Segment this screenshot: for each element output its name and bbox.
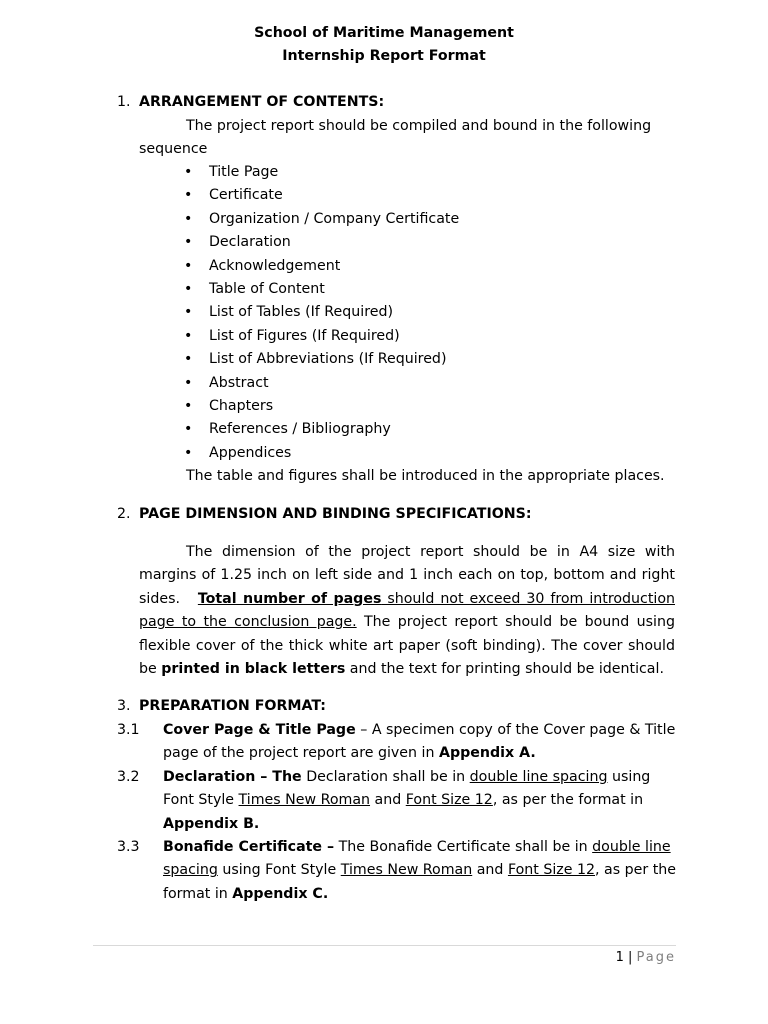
bullet-icon: • (184, 234, 193, 251)
subsection-body: Declaration shall be in (301, 769, 470, 785)
paragraph-text: and the text for printing should be identical. (345, 661, 664, 678)
section-title: PREPARATION FORMAT: (139, 698, 326, 714)
font-style-spec: Times New Roman (340, 862, 473, 879)
font-style-spec: Times New Roman (238, 792, 371, 809)
list-item (184, 442, 459, 465)
section-1-intro (139, 115, 675, 162)
list-item-label: List of Tables (If Required) (209, 304, 393, 321)
font-size-spec: Font Size 12 (405, 792, 493, 809)
document-subtitle: Internship Report Format (282, 48, 486, 64)
subsection-lead: Bonafide Certificate – (163, 839, 335, 855)
list-item (184, 255, 459, 278)
footer-divider (93, 945, 676, 946)
bullet-icon: • (184, 421, 193, 438)
spacing-spec: double line spacing (469, 769, 608, 785)
subsection-text (163, 719, 676, 766)
subsection-body: and (370, 792, 406, 809)
footer-separator: | (627, 950, 633, 965)
list-item-label: Organization / Company Certificate (209, 210, 460, 227)
subsection-body: , as per the format in (492, 792, 644, 809)
subsection-text (163, 836, 676, 906)
subsection-number: 3.2 (117, 769, 140, 785)
bullet-icon: • (184, 164, 193, 180)
paragraph-text: The project report should be bound using flexible cover of the thick white art paper (soft binding). The cover should be (139, 614, 675, 678)
list-item-label: Chapters (209, 397, 274, 414)
list-item (184, 372, 459, 395)
list-item-label: Abstract (209, 374, 269, 391)
section-number: 3. (117, 698, 131, 714)
page-limit-emphasis: Total number of pages (197, 590, 382, 607)
intro-line-2: sequence (139, 141, 208, 158)
subsection-lead: Declaration – The (163, 769, 302, 785)
section-title: PAGE DIMENSION AND BINDING SPECIFICATIONS: (139, 506, 532, 522)
subsection-lead: Cover Page & Title Page (163, 722, 356, 738)
subsection-text (163, 766, 653, 836)
page-number: 1 (615, 950, 624, 965)
list-item (184, 231, 459, 254)
section-2-paragraph (139, 541, 675, 681)
page-limit-text: should not exceed 30 from introduction page to the conclusion page. (139, 590, 675, 631)
bullet-icon: • (184, 397, 193, 414)
list-item (184, 161, 459, 184)
subsection-body: and (472, 862, 508, 879)
list-item-label: Certificate (209, 187, 283, 204)
intro-line-1: The project report should be compiled and bound in the following (186, 118, 652, 134)
list-item-label: Title Page (209, 164, 279, 180)
page-label: Page (636, 950, 676, 965)
paragraph-text: The dimension of the project report should be in A4 size with margins of 1.25 inch on left side and 1 inch each on top, bottom and right sides. (139, 544, 675, 607)
list-item (184, 184, 459, 207)
section-number: 1. (117, 94, 131, 110)
contents-list (184, 161, 459, 465)
bullet-icon: • (184, 374, 193, 391)
list-item-label: References / Bibliography (209, 421, 391, 438)
list-item-label: List of Figures (If Required) (209, 327, 400, 344)
list-item (184, 325, 459, 348)
appendix-reference: Appendix C. (232, 885, 329, 902)
list-item-label: Acknowledgement (209, 257, 341, 274)
subsection-body: , as per the format in (163, 862, 677, 902)
list-item-label: Appendices (209, 444, 292, 461)
list-item (184, 348, 459, 371)
subsection-number: 3.1 (117, 722, 140, 738)
list-item-label: List of Abbreviations (If Required) (209, 351, 447, 368)
section-number: 2. (117, 506, 131, 522)
subsection-body: The Bonafide Certificate shall be in (334, 839, 593, 855)
appendix-reference: Appendix A. (438, 745, 536, 762)
list-item (184, 395, 459, 418)
appendix-reference: Appendix B. (163, 815, 260, 832)
bullet-icon: • (184, 304, 193, 321)
page-footer (616, 946, 676, 969)
list-item (184, 208, 459, 231)
bullet-icon: • (184, 257, 193, 274)
print-emphasis: printed in black letters (161, 661, 346, 678)
bullet-icon: • (184, 210, 193, 227)
document-title: School of Maritime Management (254, 25, 514, 41)
subsection-body: using Font Style (217, 862, 341, 879)
bullet-icon: • (184, 351, 193, 368)
subsection-body: – A specimen copy of the Cover page & Title page of the project report are given in (163, 722, 676, 762)
subsection-body: using Font Style (163, 769, 651, 809)
spacing-spec: double line spacing (163, 839, 671, 879)
list-item-label: Table of Content (209, 280, 325, 297)
section-1-closing: The table and figures shall be introduced in the appropriate places. (186, 468, 665, 484)
subsection-number: 3.3 (117, 839, 140, 855)
bullet-icon: • (184, 280, 193, 297)
bullet-icon: • (184, 327, 193, 344)
list-item-label: Declaration (209, 234, 291, 251)
bullet-icon: • (184, 187, 193, 204)
section-title: ARRANGEMENT OF CONTENTS: (139, 94, 385, 110)
font-size-spec: Font Size 12 (507, 862, 596, 879)
bullet-icon: • (184, 444, 193, 461)
list-item (184, 278, 459, 301)
list-item (184, 301, 459, 324)
list-item (184, 418, 459, 441)
